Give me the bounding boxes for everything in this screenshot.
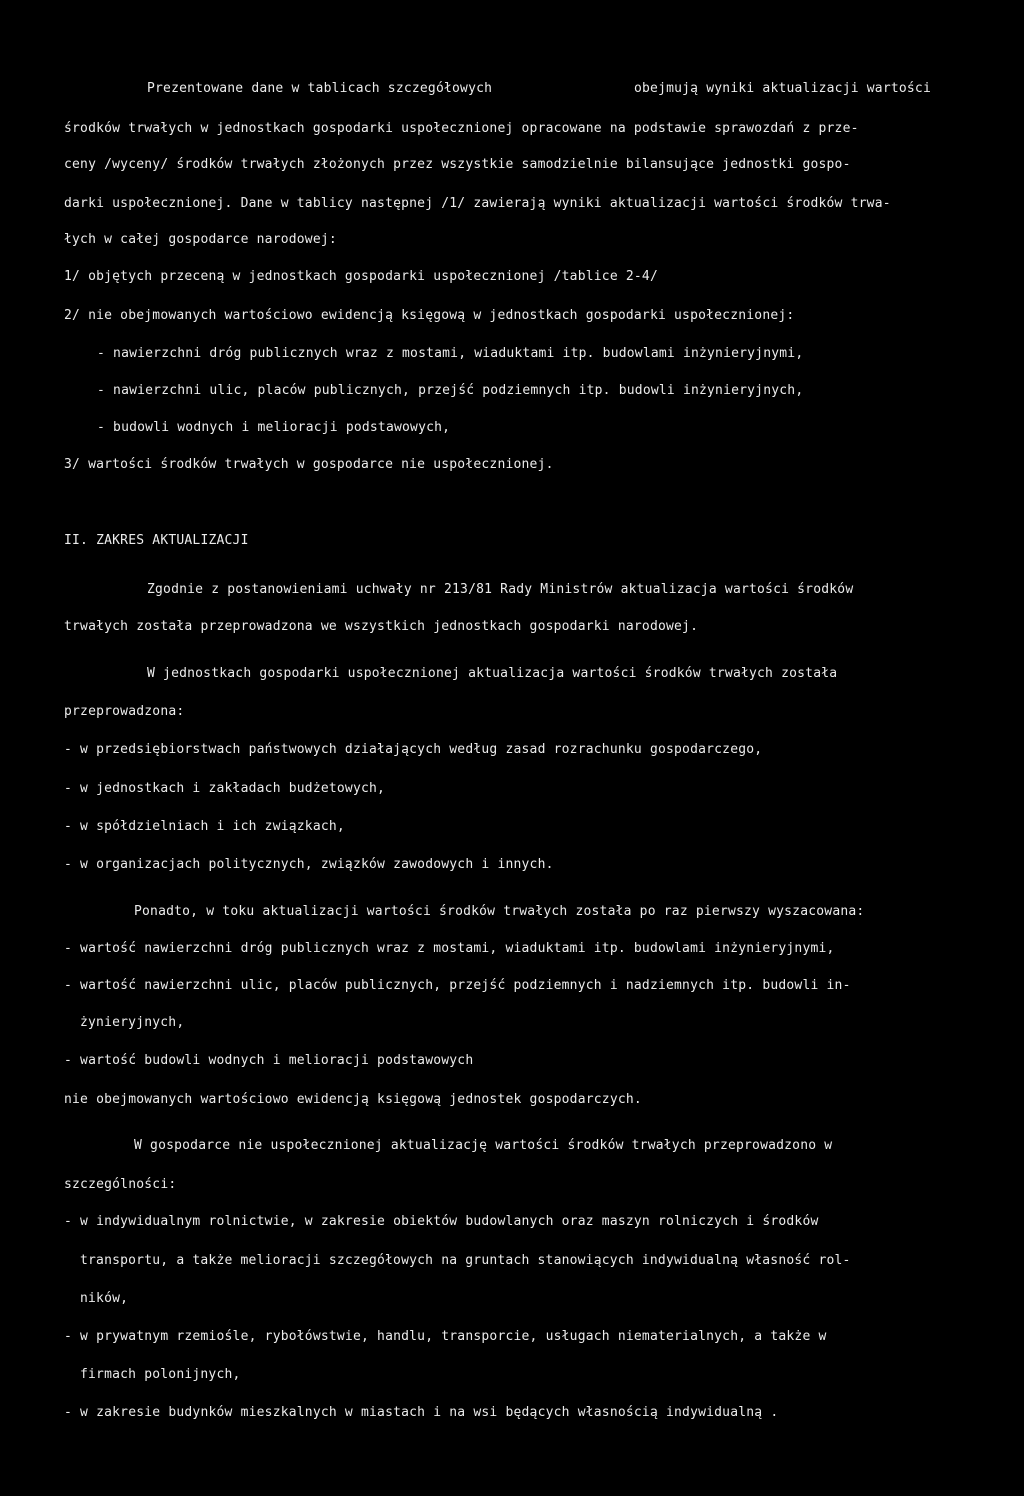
para4-item-2a: - w prywatnym rzemiośle, rybołówstwie, handlu, transporcie, usługach niematerialnych, a także w xyxy=(64,1329,827,1344)
list-item-2: 2/ nie obejmowanych wartościowo ewidencją księgową w jednostkach gospodarki uspołecznionej: xyxy=(64,308,795,323)
para2-line-2: przeprowadzona: xyxy=(64,704,185,719)
para3-line-1: Ponadto, w toku aktualizacji wartości środków trwałych została po raz pierwszy wyszacowana: xyxy=(134,904,865,919)
para4-item-1a: - w indywidualnym rolnictwie, w zakresie obiektów budowlanych oraz maszyn rolniczych i środków xyxy=(64,1214,819,1229)
para1-line-1: Zgodnie z postanowieniami uchwały nr 213/81 Rady Ministrów aktualizacja wartości środków xyxy=(147,582,854,597)
para3-list-item-2a: - wartość nawierzchni ulic, placów publicznych, przejść podziemnych i nadziemnych itp. budowli in- xyxy=(64,978,851,993)
intro-line-4: darki uspołecznionej. Dane w tablicy następnej /1/ zawierają wyniki aktualizacji wartości środków trwa- xyxy=(64,196,891,211)
intro-line-1-right: obejmują wyniki aktualizacji wartości xyxy=(634,81,931,96)
para4-line-2: szczególności: xyxy=(64,1177,177,1192)
para1-line-2: trwałych została przeprowadzona we wszystkich jednostkach gospodarki narodowej. xyxy=(64,619,699,634)
para4-item-2b: firmach polonijnych, xyxy=(80,1367,241,1382)
para2-line-1: W jednostkach gospodarki uspołecznionej aktualizacja wartości środków trwałych została xyxy=(147,666,838,681)
para3-list-item-2b: żynieryjnych, xyxy=(80,1015,185,1030)
para4-item-3: - w zakresie budynków mieszkalnych w miastach i na wsi będących własnością indywidualną . xyxy=(64,1405,779,1420)
para2-list-item: - w organizacjach politycznych, związków zawodowych i innych. xyxy=(64,857,554,872)
list-item-1: 1/ objętych przeceną w jednostkach gospodarki uspołecznionej /tablice 2-4/ xyxy=(64,269,658,284)
para4-item-1b: transportu, a także melioracji szczegółowych na gruntach stanowiących indywidualną własność rol- xyxy=(80,1253,851,1268)
intro-line-1-left: Prezentowane dane w tablicach szczegółowych xyxy=(147,81,493,96)
list-item-2-sub-2: - nawierzchni ulic, placów publicznych, przejść podziemnych itp. budowli inżynieryjnych, xyxy=(97,383,804,398)
para3-list-item-3: - wartość budowli wodnych i melioracji podstawowych xyxy=(64,1053,474,1068)
para2-list-item: - w jednostkach i zakładach budżetowych, xyxy=(64,781,386,796)
section-heading: II. ZAKRES AKTUALIZACJI xyxy=(64,533,249,548)
list-item-3: 3/ wartości środków trwałych w gospodarce nie uspołecznionej. xyxy=(64,457,554,472)
list-item-2-sub-3: - budowli wodnych i melioracji podstawowych, xyxy=(97,420,451,435)
intro-line-3: ceny /wyceny/ środków trwałych złożonych przez wszystkie samodzielnie bilansujące jednostki gospo- xyxy=(64,157,851,172)
para4-item-1c: ników, xyxy=(80,1291,129,1306)
para3-tail: nie obejmowanych wartościowo ewidencją księgową jednostek gospodarczych. xyxy=(64,1092,642,1107)
para2-list-item: - w przedsiębiorstwach państwowych działających według zasad rozrachunku gospodarczego, xyxy=(64,742,763,757)
intro-line-5: łych w całej gospodarce narodowej: xyxy=(64,232,337,247)
list-item-2-sub-1: - nawierzchni dróg publicznych wraz z mostami, wiaduktami itp. budowlami inżynieryjnymi, xyxy=(97,346,804,361)
para2-list-item: - w spółdzielniach i ich związkach, xyxy=(64,819,345,834)
intro-line-2: środków trwałych w jednostkach gospodarki uspołecznionej opracowane na podstawie sprawozdań z prze- xyxy=(64,121,859,136)
para4-line-1: W gospodarce nie uspołecznionej aktualizację wartości środków trwałych przeprowadzono w xyxy=(134,1138,833,1153)
para3-list-item-1: - wartość nawierzchni dróg publicznych wraz z mostami, wiaduktami itp. budowlami inżynieryjnymi, xyxy=(64,941,835,956)
